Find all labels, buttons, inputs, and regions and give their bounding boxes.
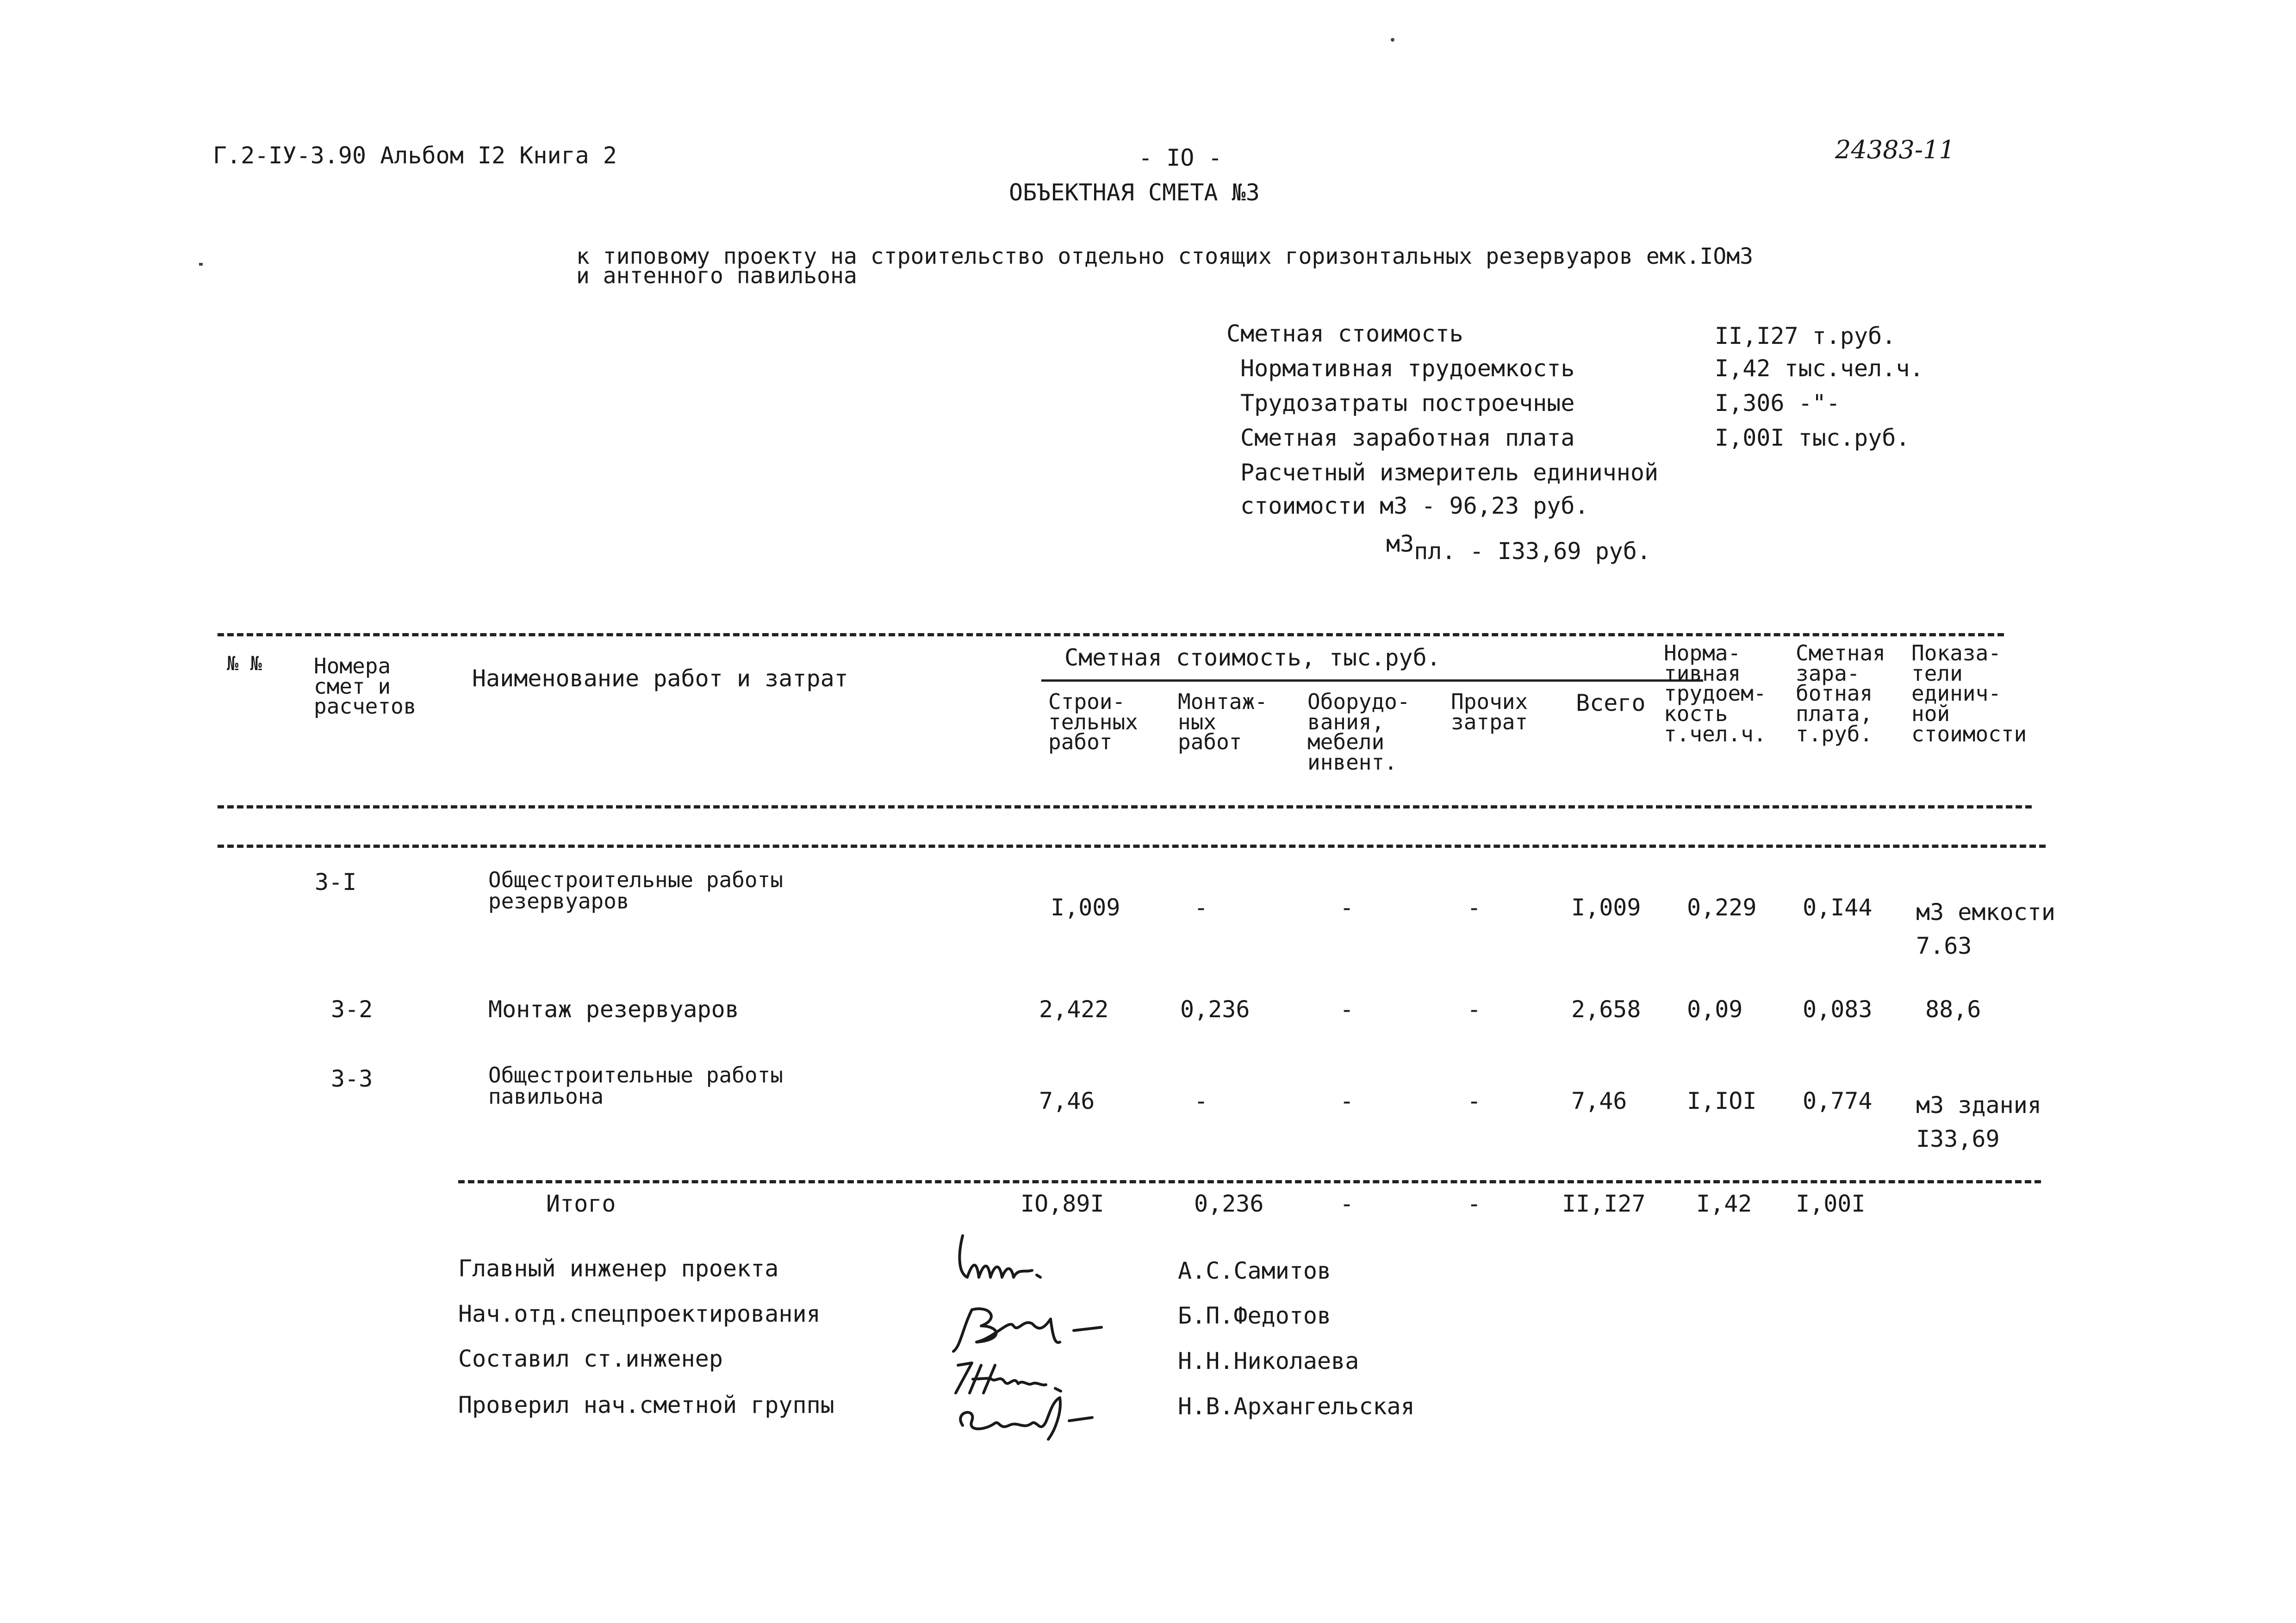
area-unit: м3 bbox=[1386, 530, 1414, 557]
header-wages: Сметная зара- ботная плата, т.руб. bbox=[1796, 640, 1885, 746]
row1-equipment: - bbox=[1340, 894, 1354, 921]
row2-name: Монтаж резервуаров bbox=[488, 996, 739, 1023]
total-construction: IO,89I bbox=[1020, 1190, 1104, 1217]
scan-speck bbox=[1391, 38, 1394, 42]
header-work-name: Наименование работ и затрат bbox=[472, 665, 848, 692]
header-cost-group: Сметная стоимость, тыс.руб. bbox=[1064, 644, 1441, 671]
document-title: ОБЪЕКТНАЯ СМЕТА №3 bbox=[1009, 179, 1260, 206]
row3-indicator: м3 здания I33,69 bbox=[1916, 1092, 2041, 1152]
row3-installation: - bbox=[1194, 1088, 1208, 1114]
summary-value-site-labor: I,306 -"- bbox=[1715, 390, 1840, 417]
document-reference: Г.2-IУ-3.90 Альбом I2 Книга 2 bbox=[213, 142, 617, 169]
area-subscript: пл. bbox=[1414, 538, 1456, 565]
row1-name: Общестроительные работы резервуаров bbox=[488, 867, 783, 914]
area-value: - I33,69 руб. bbox=[1469, 538, 1651, 565]
signature-name-checker: Н.В.Архангельская bbox=[1178, 1393, 1415, 1420]
signature-role-compiler: Составил ст.инженер bbox=[458, 1345, 723, 1372]
row3-labor: I,IOI bbox=[1687, 1088, 1757, 1114]
header-num: № № bbox=[227, 652, 262, 675]
header-bottom-rule-1 bbox=[218, 805, 2032, 808]
signature-stroke-3 bbox=[956, 1363, 1046, 1393]
header-labor: Норма- тивная трудоем- кость т.чел.ч. bbox=[1664, 640, 1767, 746]
signature-stroke-2-dash bbox=[1074, 1327, 1101, 1331]
table-top-rule bbox=[218, 633, 2004, 636]
signature-stroke-1-dot bbox=[1037, 1275, 1040, 1277]
signature-role-chief-engineer: Главный инженер проекта bbox=[458, 1255, 779, 1282]
total-total: II,I27 bbox=[1562, 1190, 1646, 1217]
row3-total: 7,46 bbox=[1571, 1088, 1627, 1114]
row1-other: - bbox=[1467, 894, 1481, 921]
scan-speck bbox=[199, 263, 203, 266]
row2-total: 2,658 bbox=[1571, 996, 1641, 1023]
total-labor: I,42 bbox=[1696, 1190, 1752, 1217]
signature-name-compiler: Н.Н.Николаева bbox=[1178, 1348, 1359, 1374]
subject-line-1: к типовому проекту на строительство отдельно стоящих горизонтальных резервуаров емк.IOм3 bbox=[576, 243, 1754, 269]
row1-total: I,009 bbox=[1571, 894, 1641, 921]
signature-name-department-head: Б.П.Федотов bbox=[1178, 1302, 1332, 1329]
signature-stroke-3-tail bbox=[1055, 1388, 1061, 1391]
handwritten-signatures bbox=[944, 1226, 1185, 1449]
header-total: Всего bbox=[1576, 690, 1646, 716]
header-indicator: Показа- тели единич- ной стоимости bbox=[1911, 640, 2027, 746]
row2-equipment: - bbox=[1340, 996, 1354, 1023]
row2-construction: 2,422 bbox=[1039, 996, 1109, 1023]
header-bottom-rule-2 bbox=[218, 845, 2046, 848]
summary-unit-line-2: стоимости м3 - 96,23 руб. bbox=[1240, 492, 1589, 519]
header-estimate-numbers: Номера смет и расчетов bbox=[314, 653, 417, 719]
row2-installation: 0,236 bbox=[1180, 996, 1250, 1023]
row3-wages: 0,774 bbox=[1803, 1088, 1873, 1114]
row3-equipment: - bbox=[1340, 1088, 1354, 1114]
row1-estimate: 3-I bbox=[315, 869, 357, 895]
header-construction: Строи- тельных работ bbox=[1048, 689, 1138, 755]
total-label: Итого bbox=[546, 1190, 616, 1217]
total-rule bbox=[458, 1180, 2041, 1183]
signature-stroke-4 bbox=[960, 1398, 1060, 1439]
row2-estimate: 3-2 bbox=[331, 996, 373, 1023]
signature-role-checker: Проверил нач.сметной группы bbox=[458, 1392, 834, 1418]
cost-group-underline bbox=[1041, 679, 1703, 682]
row3-other: - bbox=[1467, 1088, 1481, 1114]
row2-wages: 0,083 bbox=[1803, 996, 1873, 1023]
summary-value-wages: I,00I тыс.руб. bbox=[1715, 424, 1910, 451]
row3-estimate: 3-3 bbox=[331, 1065, 373, 1092]
signature-stroke-4-dash bbox=[1069, 1418, 1092, 1421]
header-other: Прочих затрат bbox=[1451, 689, 1528, 734]
summary-label-site-labor: Трудозатраты построечные bbox=[1240, 390, 1575, 417]
total-wages: I,00I bbox=[1796, 1190, 1866, 1217]
row2-indicator: 88,6 bbox=[1925, 996, 1981, 1023]
summary-area-line bbox=[1386, 530, 1651, 566]
total-installation: 0,236 bbox=[1194, 1190, 1264, 1217]
summary-label-labor: Нормативная трудоемкость bbox=[1240, 355, 1575, 382]
total-other: - bbox=[1467, 1190, 1481, 1217]
page-number: - IO - bbox=[1139, 144, 1222, 171]
signature-name-chief-engineer: А.С.Самитов bbox=[1178, 1257, 1332, 1284]
summary-label-cost: Сметная стоимость bbox=[1226, 320, 1463, 347]
header-equipment: Оборудо- вания, мебели инвент. bbox=[1307, 689, 1410, 775]
summary-value-cost: II,I27 т.руб. bbox=[1715, 323, 1896, 349]
total-equipment: - bbox=[1340, 1190, 1354, 1217]
summary-value-labor: I,42 тыс.чел.ч. bbox=[1715, 355, 1924, 382]
signature-stroke-1 bbox=[959, 1236, 1032, 1277]
signature-role-department-head: Нач.отд.спецпроектирования bbox=[458, 1300, 821, 1327]
header-installation: Монтаж- ных работ bbox=[1178, 689, 1268, 755]
row1-indicator: м3 емкости 7.63 bbox=[1916, 899, 2056, 959]
summary-label-wages: Сметная заработная плата bbox=[1240, 424, 1575, 451]
summary-unit-line-1: Расчетный измеритель единичной bbox=[1240, 459, 1659, 486]
signature-stroke-2 bbox=[953, 1309, 1060, 1351]
row3-name: Общестроительные работы павильона bbox=[488, 1063, 783, 1109]
subject-line-2: и антенного павильона bbox=[576, 263, 857, 289]
row1-wages: 0,I44 bbox=[1803, 894, 1873, 921]
row3-construction: 7,46 bbox=[1039, 1088, 1095, 1114]
row1-construction: I,009 bbox=[1051, 894, 1120, 921]
registration-stamp: 24383-11 bbox=[1835, 135, 1955, 164]
row1-labor: 0,229 bbox=[1687, 894, 1757, 921]
row2-other: - bbox=[1467, 996, 1481, 1023]
row1-installation: - bbox=[1194, 894, 1208, 921]
row2-labor: 0,09 bbox=[1687, 996, 1743, 1023]
